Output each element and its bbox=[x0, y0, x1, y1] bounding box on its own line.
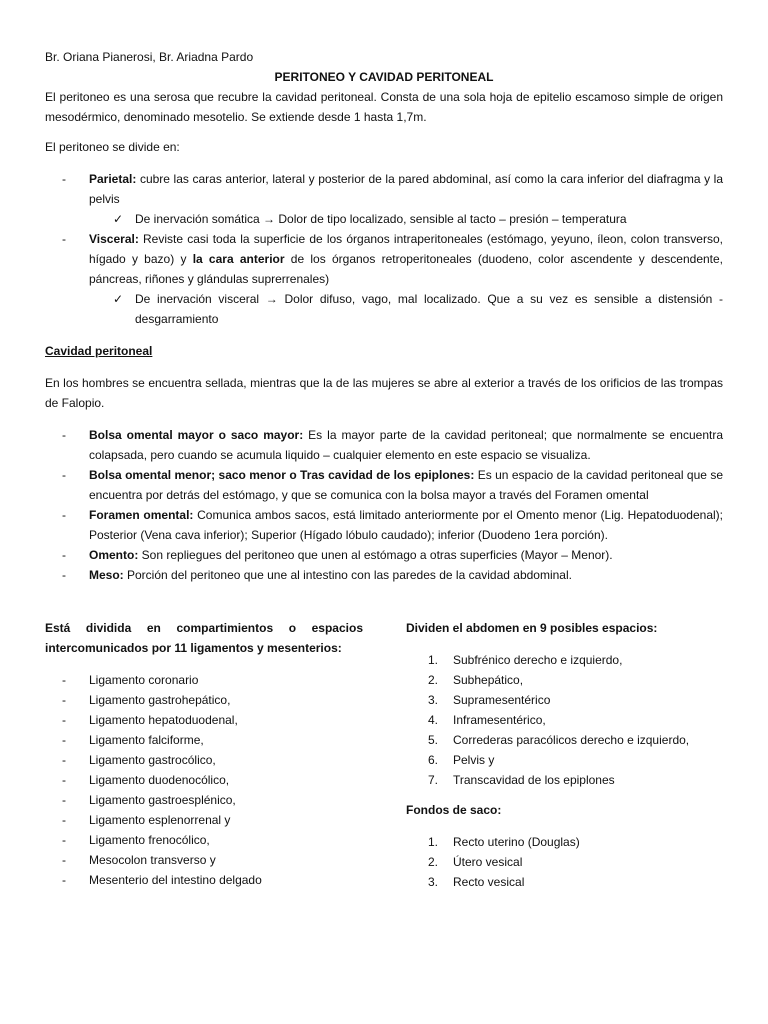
list-item-text: Transcavidad de los epiplones bbox=[453, 773, 615, 787]
visceral-text-2: de los órganos retroperitoneales (duodeno, color ascendente y descendente, páncreas, riñones y glándulas suprerrenales) bbox=[89, 252, 724, 286]
list-item-text: Correderas paracólicos derecho e izquierdo, bbox=[453, 733, 690, 747]
intro-paragraph: El peritoneo es una serosa que recubre la cavidad peritoneal. Consta de una sola hoja de epitelio escamoso simple de origen mesodérmico, denominado mesotelio. Se extiende desde 1 hasta 1,7m. bbox=[45, 90, 723, 124]
divides-heading: El peritoneo se divide en: bbox=[45, 140, 180, 154]
item-term: Foramen omental: bbox=[89, 508, 194, 522]
visceral-term: Visceral: bbox=[89, 232, 139, 246]
checkmark-icon: ✓ bbox=[113, 292, 124, 306]
list-item: - Ligamento gastroesplénico, bbox=[45, 790, 363, 810]
list-item: 2. Subhepático, bbox=[428, 673, 524, 687]
list-item: - Mesenterio del intestino delgado bbox=[45, 870, 363, 890]
list-item-text: Recto uterino (Douglas) bbox=[453, 835, 580, 849]
list-item-text: Supramesentérico bbox=[453, 693, 551, 707]
list-item: 4. Inframesentérico, bbox=[428, 713, 546, 727]
section-heading bbox=[45, 341, 723, 361]
peritoneum-divisions-list-2 bbox=[45, 229, 723, 289]
list-item-visceral-sub bbox=[45, 289, 723, 329]
item-term: Omento: bbox=[89, 548, 139, 562]
cavity-items-list bbox=[45, 425, 723, 585]
parietal-term: Parietal: bbox=[89, 172, 137, 186]
item-text: Es un espacio de la cavidad peritoneal que se encuentra por detrás del estómago, y que se comunica con la bolsa mayor a través del Foramen omental bbox=[89, 468, 723, 502]
visceral-text-1: Reviste casi toda la superficie de los órganos intraperitoneales (estómago, yeyuno, íleon, colon transverso, hígado y bazo) y bbox=[89, 232, 723, 266]
fondos-heading bbox=[406, 800, 725, 820]
page-title bbox=[45, 67, 723, 87]
list-item bbox=[45, 465, 723, 505]
list-item-text: Recto vesical bbox=[453, 875, 525, 889]
list-item-text: Subhepático, bbox=[453, 673, 524, 687]
list-item-visceral bbox=[45, 229, 723, 289]
peritoneum-divisions-list bbox=[45, 169, 723, 209]
list-item bbox=[45, 545, 723, 565]
ligaments-heading-text: Está dividida en compartimientos o espacios intercomunicados por 11 ligamentos y mesenterios: bbox=[45, 621, 363, 655]
spaces-column bbox=[406, 618, 725, 892]
item-term: Bolsa omental menor; saco menor o Tras cavidad de los epiplones: bbox=[89, 468, 475, 482]
ligaments-column bbox=[45, 618, 363, 890]
item-text: Comunica ambos sacos, está limitado anteriormente por el Omento menor (Lig. Hepatoduodenal); Posterior (Vena cava inferior); Superior (Hígado lóbulo caudado); inferior (Duodeno 1era porción). bbox=[89, 508, 724, 542]
spaces-heading bbox=[406, 618, 725, 638]
list-item: - Ligamento falciforme, bbox=[45, 730, 363, 750]
list-item-parietal bbox=[45, 169, 723, 209]
list-item: - Mesocolon transverso y bbox=[45, 850, 363, 870]
list-item: 5. Correderas paracólicos derecho e izquierdo, bbox=[428, 733, 690, 747]
parietal-sub-list bbox=[45, 209, 723, 229]
list-item: 1. Subfrénico derecho e izquierdo, bbox=[428, 653, 623, 667]
list-item: - Ligamento frenocólico, bbox=[45, 830, 363, 850]
list-item-parietal-sub bbox=[45, 209, 723, 229]
item-text: Porción del peritoneo que une al intestino con las paredes de la cavidad abdominal. bbox=[123, 568, 572, 582]
list-item: 3. Supramesentérico bbox=[428, 693, 551, 707]
list-item bbox=[45, 565, 723, 585]
visceral-term-2: la cara anterior bbox=[192, 252, 285, 266]
list-item: 6. Pelvis y bbox=[428, 753, 495, 767]
authors-line: Br. Oriana Pianerosi, Br. Ariadna Pardo bbox=[45, 50, 254, 64]
fondos-heading-text: Fondos de saco: bbox=[406, 803, 502, 817]
list-item-text: Útero vesical bbox=[453, 855, 523, 869]
document-page bbox=[45, 47, 723, 585]
list-item: - Ligamento esplenorrenal y bbox=[45, 810, 363, 830]
visceral-sub-text: De inervación visceral → Dolor difuso, vago, mal localizado. Que a su vez es sensible a distensión - desgarramiento bbox=[135, 292, 723, 326]
list-item-text: Inframesentérico, bbox=[453, 713, 546, 727]
list-item: 3. Recto vesical bbox=[428, 875, 525, 889]
parietal-sub-text: De inervación somática → Dolor de tipo localizado, sensible al tacto – presión – temperatura bbox=[135, 212, 627, 226]
list-item: 2. Útero vesical bbox=[428, 855, 523, 869]
ligaments-list bbox=[45, 670, 363, 890]
parietal-text: cubre las caras anterior, lateral y posterior de la pared abdominal, así como la cara inferior del diafragma y la pelvis bbox=[89, 172, 723, 206]
item-term: Meso: bbox=[89, 568, 124, 582]
ligaments-heading bbox=[45, 618, 363, 658]
list-item: - Ligamento gastrohepático, bbox=[45, 690, 363, 710]
list-item: - Ligamento coronario bbox=[45, 670, 363, 690]
fondos-list bbox=[406, 832, 725, 892]
spaces-heading-text: Dividen el abdomen en 9 posibles espacios: bbox=[406, 621, 658, 635]
item-term: Bolsa omental mayor o saco mayor: bbox=[89, 428, 304, 442]
list-item: 7. Transcavidad de los epiplones bbox=[428, 773, 615, 787]
spaces-list bbox=[406, 650, 725, 790]
list-item bbox=[45, 425, 723, 465]
item-text: Son repliegues del peritoneo que unen al estómago a otras superficies (Mayor – Menor). bbox=[138, 548, 613, 562]
cavity-paragraph: En los hombres se encuentra sellada, mientras que la de las mujeres se abre al exterior a través de los orificios de las trompas de Falopio. bbox=[45, 376, 723, 410]
list-item bbox=[45, 505, 723, 545]
visceral-sub-list bbox=[45, 289, 723, 329]
list-item: - Ligamento gastrocólico, bbox=[45, 750, 363, 770]
list-item-text: Subfrénico derecho e izquierdo, bbox=[453, 653, 623, 667]
list-item: 1. Recto uterino (Douglas) bbox=[428, 835, 580, 849]
cavity-heading: Cavidad peritoneal bbox=[45, 344, 153, 358]
checkmark-icon: ✓ bbox=[113, 212, 124, 226]
list-item-text: Pelvis y bbox=[453, 753, 495, 767]
list-item: - Ligamento hepatoduodenal, bbox=[45, 710, 363, 730]
list-item: - Ligamento duodenocólico, bbox=[45, 770, 363, 790]
page-title-text: PERITONEO Y CAVIDAD PERITONEAL bbox=[274, 70, 494, 84]
item-text: Es la mayor parte de la cavidad peritoneal; que normalmente se encuentra colapsada, pero cuando se acumula liquido – cualquier elemento en este espacio se visualiza. bbox=[89, 428, 723, 462]
